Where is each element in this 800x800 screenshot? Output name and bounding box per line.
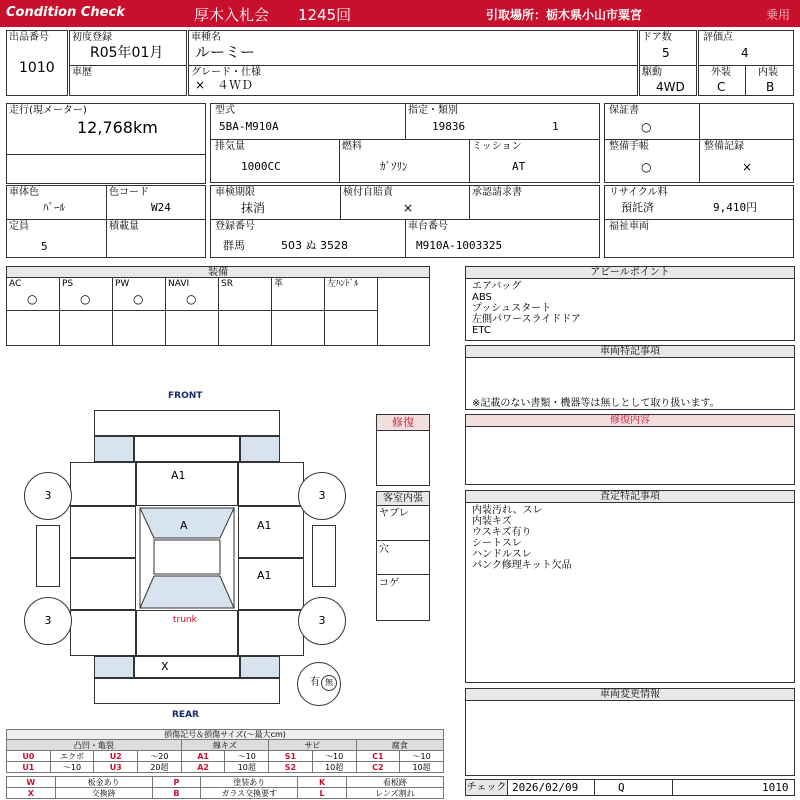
repair-detail-panel (465, 414, 795, 485)
legend-code: L (298, 788, 347, 799)
model-label: 型式 (215, 105, 235, 116)
repair-detail-title: 修復内容 (466, 415, 794, 427)
legend-extra-table (6, 776, 444, 799)
mileage-extra-cell (6, 154, 206, 184)
trunk-label: trunk (173, 615, 197, 625)
inspection-value: 抹消 (241, 201, 266, 215)
equipment-table (6, 266, 430, 346)
manual-label: 整備手帳 (609, 141, 649, 152)
special-notes-title: 車両特記事項 (466, 346, 794, 358)
legend-code: A1 (181, 751, 225, 762)
manual-value: ○ (641, 160, 652, 174)
footer-lot: 1010 (762, 781, 789, 794)
assessment-line: 内装キズ (472, 516, 512, 527)
name-cell (188, 30, 638, 66)
model-cell (210, 103, 406, 140)
doors-label: ドア数 (642, 32, 672, 43)
left-rear-door (70, 558, 136, 610)
rear-panel-mark: X (161, 660, 169, 673)
check-date: 2026/02/09 (512, 781, 579, 794)
changes-panel (465, 688, 795, 776)
equipment-cell (113, 278, 166, 311)
right-rear-door-mark: A1 (257, 569, 272, 582)
color-cell (6, 185, 107, 220)
special-notes-text: ※記載のない書類・機器等は無しとして取り扱います。 (472, 398, 720, 409)
brand-title: Condition Check (6, 5, 125, 20)
right-rear-fender (238, 610, 304, 656)
rear-window (140, 576, 234, 608)
hood-mark: A1 (171, 469, 186, 482)
fuel-value: ｶﾞｿﾘﾝ (380, 160, 408, 173)
legend-code: A2 (181, 762, 225, 773)
mileage-label: 走行(現メーター) (9, 105, 87, 116)
chassis-value: M910A-1003325 (416, 239, 503, 252)
sunroof-panel (154, 540, 220, 574)
color-code-cell (106, 185, 206, 220)
right-mirror-side (312, 525, 336, 587)
color-code-value: W24 (151, 201, 171, 214)
score-label: 評価点 (703, 32, 733, 43)
front-label: FRONT (168, 391, 203, 401)
assessment-panel (465, 490, 795, 683)
legend-code: C2 (356, 762, 400, 773)
recycle-label: リサイクル料 (609, 187, 668, 198)
legend-code: X (7, 788, 56, 799)
right-rear-door (238, 558, 304, 610)
inspection-cell (210, 185, 341, 220)
drive-cell (639, 65, 697, 96)
exterior-label: 外装 (711, 67, 731, 78)
left-headlight (94, 436, 134, 462)
grille (134, 436, 240, 462)
left-rear-fender (70, 610, 136, 656)
legend-code: S2 (269, 762, 313, 773)
recycle-cell (604, 185, 794, 220)
equipment-label: NAVI (168, 279, 190, 289)
grade-cell (188, 65, 638, 96)
equipment-value: ○ (80, 292, 91, 306)
legend-desc: 10超 (312, 762, 356, 773)
category-cell (405, 103, 600, 140)
equipment-cell (60, 278, 113, 311)
appeal-panel (465, 266, 795, 341)
legend-head-dent: 凸凹・亀裂 (7, 740, 182, 751)
left-mirror-side (36, 525, 60, 587)
inspection-label: 車検期限 (215, 187, 255, 198)
spare-mark: 無 (321, 675, 337, 691)
rear-bumper (94, 678, 280, 704)
legend-desc: 〜10 (400, 751, 444, 762)
equipment-value: ○ (27, 292, 38, 306)
legend-desc: 板金あり (55, 777, 152, 788)
lot-label: 出品番号 (9, 32, 49, 43)
load-cell (106, 219, 206, 258)
left-front-wheel (24, 472, 72, 520)
equipment-label: 革 (274, 279, 284, 289)
legend-code: U2 (94, 751, 138, 762)
displacement-label: 排気量 (215, 141, 245, 152)
legend-head-rust: サビ (269, 740, 356, 751)
mission-value: AT (512, 160, 526, 173)
mission-label: ミッション (472, 141, 522, 152)
equipment-value: ○ (186, 292, 197, 306)
left-rear-wheel (24, 597, 72, 645)
assessment-line: ウスキズ有り (472, 527, 532, 538)
left-rear-wheel-mark: 3 (44, 614, 52, 627)
insurance-cell (340, 185, 470, 220)
legend-desc: 〜20 (138, 751, 182, 762)
left-taillight (94, 656, 134, 678)
mileage-cell (6, 103, 206, 155)
welfare-label: 福祉車両 (609, 221, 649, 232)
hood (136, 462, 238, 506)
repair-title: 修復 (377, 415, 429, 431)
color-value: ﾊﾟｰﾙ (43, 201, 65, 214)
rear-label: REAR (172, 710, 199, 720)
right-rear-wheel-mark: 3 (318, 614, 326, 627)
right-front-door (238, 506, 304, 558)
equipment-cell (166, 278, 219, 311)
check-label: チェック (466, 782, 507, 793)
cabin-tear: ヤブレ (379, 508, 409, 519)
plate-label: 登録番号 (215, 221, 255, 232)
right-taillight (240, 656, 280, 678)
damage-legend (6, 729, 444, 799)
load-label: 積載量 (109, 221, 139, 232)
interior-value: B (766, 80, 775, 94)
history-cell (69, 65, 187, 96)
cabin-title: 客室内張 (377, 492, 429, 506)
legend-head-corrosion: 腐食 (356, 740, 444, 751)
chassis-cell (405, 219, 600, 258)
category-class: 1 (552, 120, 559, 133)
right-front-door-mark: A1 (257, 519, 272, 532)
legend-code: S1 (269, 751, 313, 762)
appeal-line: ETC (472, 325, 491, 336)
right-front-fender (238, 462, 304, 506)
legend-desc: エクボ (50, 751, 94, 762)
history-label: 車歴 (72, 67, 92, 78)
auction-name: 厚木入札会 (194, 6, 270, 24)
capacity-cell (6, 219, 107, 258)
equipment-cell (219, 278, 272, 311)
changes-title: 車両変更情報 (466, 689, 794, 701)
record-value: × (742, 160, 753, 174)
chassis-label: 車台番号 (408, 221, 448, 232)
legend-desc: 10超 (400, 762, 444, 773)
reg-value: R05年01月 (90, 45, 164, 61)
category-number: 19836 (432, 120, 466, 133)
equipment-cell (7, 278, 60, 311)
displacement-cell (210, 139, 340, 183)
equipment-label: PW (115, 279, 130, 289)
claim-cell (469, 185, 600, 220)
cabin-hole: 穴 (379, 544, 389, 555)
exterior-cell (698, 65, 746, 96)
manual-cell (604, 139, 700, 183)
left-front-fender (70, 462, 136, 506)
grade-label: グレード・仕様 (191, 67, 261, 78)
reg-label: 初度登録 (72, 32, 112, 43)
insurance-value: × (403, 201, 414, 215)
plate-area: 群馬 (223, 239, 245, 252)
equipment-blank-cell (166, 311, 219, 345)
lot-number: 1010 (19, 60, 55, 76)
mileage-value: 12,768km (77, 118, 158, 137)
reg-cell (69, 30, 187, 66)
displacement-value: 1000CC (241, 160, 281, 173)
appeal-line: プッシュスタート (472, 303, 552, 314)
fuel-label: 燃料 (342, 141, 362, 152)
plate-number: 503 ぬ 3528 (281, 239, 348, 252)
assessment-line: シートスレ (472, 538, 522, 549)
legend-desc: 看板跡 (346, 777, 443, 788)
equipment-cell (272, 278, 325, 311)
warranty-extra-cell (699, 103, 794, 140)
equipment-label: 左ﾊﾝﾄﾞﾙ (327, 279, 359, 289)
legend-code: U0 (7, 751, 51, 762)
recycle-status: 預託済 (621, 201, 654, 214)
legend-desc: 〜10 (312, 751, 356, 762)
model-value: 5BA-M910A (219, 120, 279, 133)
equipment-blank-cell (325, 311, 378, 345)
legend-table (6, 739, 444, 773)
claim-label: 承認請求書 (472, 187, 522, 198)
doors-cell (639, 30, 697, 66)
legend-desc: 10超 (225, 762, 269, 773)
spare-tire (297, 662, 341, 706)
warranty-cell (604, 103, 700, 140)
equipment-value: ○ (133, 292, 144, 306)
legend-desc: 〜10 (225, 751, 269, 762)
insurance-label: 検付自賠責 (343, 187, 393, 198)
warranty-label: 保証書 (609, 105, 639, 116)
special-notes-panel (465, 345, 795, 410)
left-front-door (70, 506, 136, 558)
legend-code: B (152, 788, 201, 799)
legend-code: C1 (356, 751, 400, 762)
front-bumper (94, 410, 280, 436)
trunk-panel (136, 610, 238, 656)
equipment-cell (325, 278, 378, 311)
appeal-title: アピールポイント (466, 267, 794, 279)
fuel-cell (339, 139, 470, 183)
recycle-amount: 9,410円 (713, 201, 758, 214)
repair-box (376, 414, 430, 486)
equipment-title: 装備 (7, 267, 429, 278)
right-headlight (240, 436, 280, 462)
equipment-blank-cell (60, 311, 113, 345)
legend-code: W (7, 777, 56, 788)
equipment-blank-cell (7, 311, 60, 345)
interior-cell (745, 65, 794, 96)
appeal-line: 左側パワースライドドア (472, 314, 581, 325)
legend-desc: 交換跡 (55, 788, 152, 799)
legend-desc: 20超 (138, 762, 182, 773)
equipment-label: SR (221, 279, 233, 289)
equipment-blank-cell (219, 311, 272, 345)
assessment-line: パンク修理キット欠品 (472, 560, 572, 571)
legend-code: K (298, 777, 347, 788)
color-code-label: 色コード (109, 187, 149, 198)
interior-label: 内装 (758, 67, 778, 78)
record-label: 整備記録 (704, 141, 744, 152)
equipment-label: AC (9, 279, 22, 289)
roof-mark: A (180, 519, 188, 532)
name-label: 車種名 (191, 32, 221, 43)
drive-label: 駆動 (642, 67, 662, 78)
cabin-burn: コゲ (379, 578, 399, 589)
score-value: 4 (741, 46, 749, 60)
check-footer (465, 779, 795, 796)
pickup-location: 引取場所：栃木県小山市粟宮 (486, 8, 643, 22)
spare-label: 有 (310, 677, 320, 688)
right-front-wheel (298, 472, 346, 520)
mission-cell (469, 139, 600, 183)
score-cell (698, 30, 794, 66)
vehicle-category: 乗用 (766, 8, 791, 22)
exterior-value: C (717, 80, 726, 94)
legend-code: P (152, 777, 201, 788)
assessment-line: 内装汚れ、スレ (472, 505, 543, 516)
legend-head-scratch: 線キズ (181, 740, 268, 751)
welfare-cell (604, 219, 794, 258)
legend-desc: ガラス交換要す (201, 788, 298, 799)
legend-desc: 塗装あり (201, 777, 298, 788)
appeal-line: エアバッグ (472, 281, 522, 292)
checker: Q (618, 781, 625, 794)
capacity-value: 5 (41, 240, 48, 253)
auction-round: 1245回 (298, 6, 352, 24)
appeal-line: ABS (472, 292, 492, 303)
equipment-blank-cell (272, 311, 325, 345)
right-rear-wheel (298, 597, 346, 645)
cabin-box (376, 491, 430, 621)
drive-value: 4WD (656, 80, 685, 94)
header-bar (0, 0, 800, 27)
equipment-label: PS (62, 279, 74, 289)
right-front-wheel-mark: 3 (318, 489, 326, 502)
legend-code: U3 (94, 762, 138, 773)
rear-panel (134, 656, 240, 678)
grade-value: × ４ＷＤ (195, 78, 254, 92)
legend-code: U1 (7, 762, 51, 773)
equipment-blank-cell (113, 311, 166, 345)
assessment-title: 査定特記事項 (466, 491, 794, 503)
assessment-line: ハンドルスレ (472, 549, 532, 560)
category-label: 指定・類別 (408, 105, 458, 116)
record-cell (699, 139, 794, 183)
plate-cell (210, 219, 406, 258)
doors-value: 5 (662, 46, 670, 60)
legend-title: 損傷記号＆損傷サイズ(〜最大cm) (6, 729, 444, 739)
warranty-value: ○ (641, 120, 652, 134)
car-name: ルーミー (195, 43, 256, 61)
left-front-wheel-mark: 3 (44, 489, 52, 502)
legend-desc: 〜10 (50, 762, 94, 773)
capacity-label: 定員 (9, 221, 29, 232)
lot-cell (6, 30, 68, 96)
legend-desc: レンズ割れ (346, 788, 443, 799)
color-label: 車体色 (9, 187, 39, 198)
